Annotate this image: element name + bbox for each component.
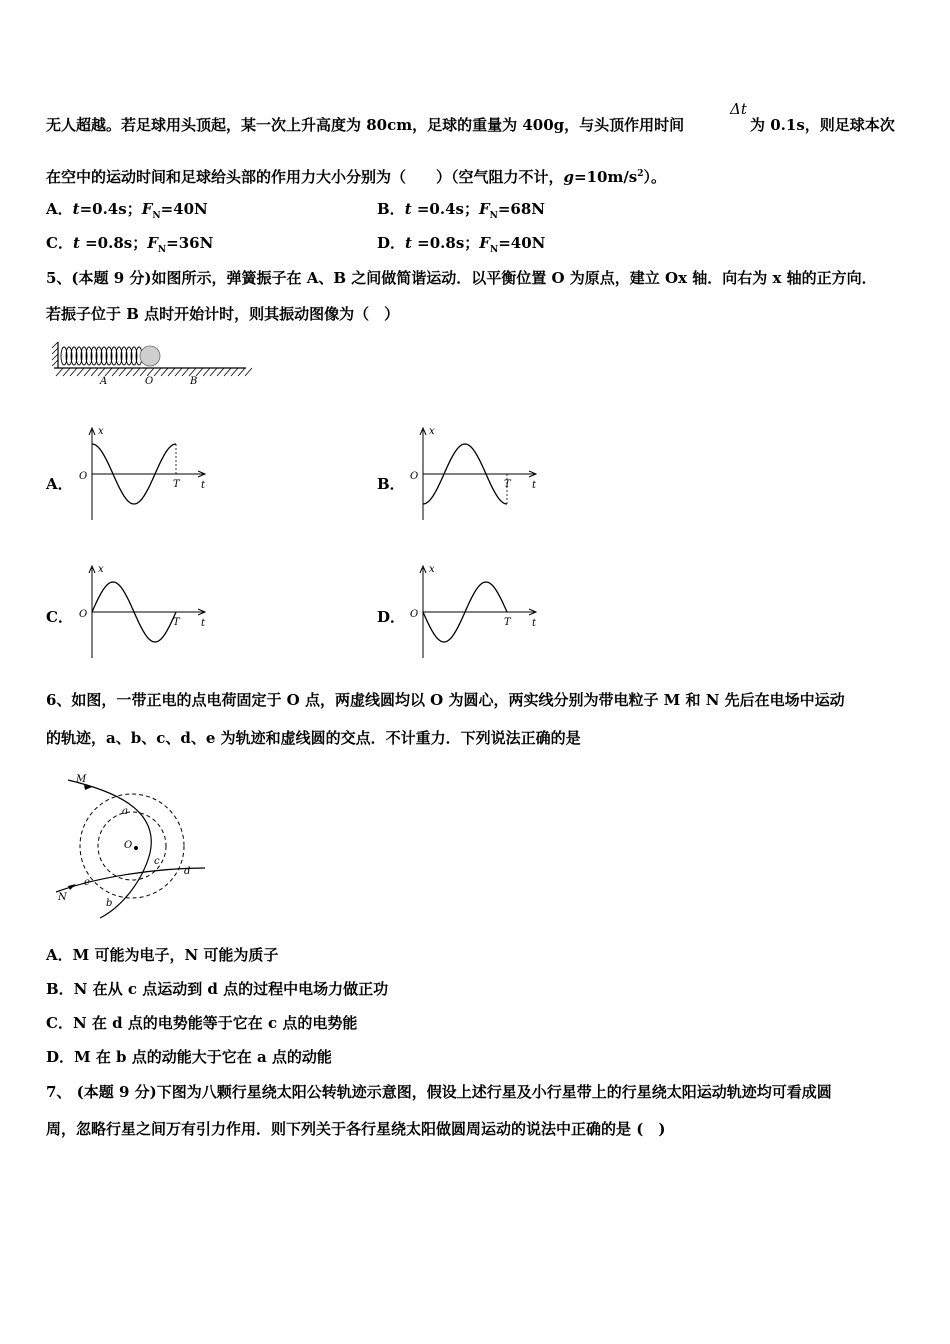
q4-opt-d-t: t [405, 234, 412, 252]
hatch-line [126, 368, 133, 376]
q4-option-d [377, 233, 545, 260]
hatch-line [154, 368, 161, 376]
axis-label-period: T [504, 617, 511, 628]
q4-opt-b-t: t [404, 200, 412, 218]
axis-label-period: T [173, 479, 180, 490]
q4-opt-d-tval: =0.8s； [411, 234, 480, 252]
label-m: M [76, 774, 87, 785]
hatch-line [224, 368, 231, 376]
q4-opt-c-tval: =0.8s； [79, 234, 148, 252]
hatch-line [161, 368, 168, 376]
label-a: a [122, 806, 128, 817]
axis-label-x: x [98, 564, 104, 575]
q4-opt-d-sub: N [489, 245, 499, 255]
hatch-line [210, 368, 217, 376]
hatch-line [77, 368, 84, 376]
q4-text-2c: ）。 [643, 168, 667, 186]
point-charge-o [134, 846, 138, 850]
q4-opt-a-sub: N [152, 211, 161, 221]
q6-option-d: D．M 在 b 点的动能大于它在 a 点的动能 [46, 1048, 332, 1066]
q4-opt-a-tval: =0.4s； [79, 200, 142, 218]
spring-label-o: O [145, 376, 154, 387]
axis-label-t: t [532, 618, 537, 629]
q4-option-a [46, 199, 208, 226]
label-o: O [124, 840, 133, 851]
wall-hatch [52, 342, 58, 366]
graph-c [74, 563, 214, 661]
spring-label-b: B [190, 376, 198, 387]
q4-line-1b [750, 115, 895, 135]
axis-label-period: T [504, 479, 511, 490]
hatch-line [98, 368, 105, 376]
hatch-line [182, 368, 189, 376]
hatch-line [140, 368, 147, 376]
label-e: e [84, 877, 90, 888]
axis-label-t: t [201, 618, 206, 629]
spring-coil [61, 347, 142, 365]
hatch-line [133, 368, 140, 376]
arrow-n [68, 884, 76, 890]
label-d: d [184, 866, 191, 877]
axis-label-o: O [79, 609, 88, 620]
q4-opt-c-sub: N [157, 245, 167, 255]
q4-opt-c-label: C． [46, 234, 73, 252]
q4-opt-c-f: F [147, 234, 158, 252]
q5-line-1: 5、(本题 9 分)如图所示，弹簧振子在 A、B 之间做简谐运动．以平衡位置 O 为原点，建立 Ox 轴．向右为 x 轴的正方向． [46, 269, 877, 287]
floor-hatch [56, 368, 252, 376]
q6-option-c: C．N 在 d 点的电势能等于它在 c 点的电势能 [46, 1014, 358, 1032]
q4-opt-a-f: F [141, 200, 153, 218]
q4-text-1a: 无人超越。若足球用头顶起，某一次上升高度为 80cm，足球的重量为 400g，与头顶作用时间 [46, 116, 685, 134]
hatch-line [217, 368, 224, 376]
spring-oscillator-figure [50, 338, 250, 390]
hatch-line [91, 368, 98, 376]
q5-option-d-label: D． [377, 608, 406, 626]
label-b: b [106, 898, 113, 909]
hatch-line [203, 368, 210, 376]
hatch-line [196, 368, 203, 376]
q4-g: g [563, 168, 575, 186]
hatch-line [168, 368, 175, 376]
spring-label-a: A [100, 376, 108, 387]
q4-opt-b-fval: =68N [497, 200, 546, 218]
q4-opt-b-tval: =0.4s； [411, 200, 479, 218]
q6-option-a: A．M 可能为电子，N 可能为质子 [46, 946, 279, 964]
hatch-line [231, 368, 238, 376]
q4-opt-c-t: t [72, 234, 80, 252]
axis-label-x: x [429, 564, 435, 575]
q6-line-1: 6、如图，一带正电的点电荷固定于 O 点，两虚线圆均以 O 为圆心，两实线分别为带电粒子 M 和 N 先后在电场中运动 [46, 691, 845, 709]
axis-label-period: T [173, 617, 180, 628]
q4-text-2b: =10m/s [574, 168, 638, 186]
graph-b [405, 425, 545, 523]
electric-field-figure [50, 768, 210, 923]
hatch-line [245, 368, 252, 376]
q4-opt-a-fval: =40N [160, 200, 208, 218]
label-n: N [58, 892, 67, 903]
q5-option-b-label: B． [377, 475, 405, 493]
q4-opt-b-label: B． [377, 200, 405, 218]
q4-opt-b-sub: N [489, 211, 498, 221]
axis-label-x: x [98, 426, 104, 437]
q7-line-2: 周，忽略行星之间万有引力作用．则下列关于各行星绕太阳做圆周运动的说法中正确的是 ( ) [46, 1120, 666, 1138]
q4-line-2 [46, 164, 666, 187]
hatch-line [63, 368, 70, 376]
q5-line-2: 若振子位于 B 点时开始计时，则其振动图像为（ ） [46, 305, 400, 323]
q4-option-c [46, 233, 213, 260]
label-c: c [154, 856, 160, 867]
q4-line-1 [46, 115, 684, 135]
q7-line-1: 7、 (本题 9 分)下图为八颗行星绕太阳公转轨迹示意图，假设上述行星及小行星带上的行星绕太阳运动轨迹均可看成圆 [46, 1083, 832, 1101]
trajectory-n [56, 868, 205, 892]
hatch-line [84, 368, 91, 376]
graph-d [405, 563, 545, 661]
q4-opt-c-fval: =36N [166, 234, 214, 252]
axis-label-x: x [429, 426, 435, 437]
q4-opt-a-label: A． [46, 200, 73, 218]
q5-option-c-label: C． [46, 608, 73, 626]
hatch-line [238, 368, 245, 376]
q4-sup: 2 [637, 169, 644, 179]
q4-text-1b: 为 0.1s，则足球本次 [750, 116, 895, 134]
q4-opt-b-f: F [478, 200, 490, 218]
oscillator-ball [140, 346, 160, 366]
q4-opt-a-t: t [72, 200, 80, 218]
hatch-line [189, 368, 196, 376]
axis-label-o: O [79, 471, 88, 482]
hatch-line [56, 368, 63, 376]
q4-opt-d-fval: =40N [498, 234, 546, 252]
q6-line-2: 的轨迹，a、b、c、d、e 为轨迹和虚线圆的交点．不计重力．下列说法正确的是 [46, 729, 581, 747]
q4-option-b [377, 199, 545, 226]
axis-label-t: t [532, 480, 537, 491]
hatch-line [119, 368, 126, 376]
axis-label-o: O [410, 609, 419, 620]
hatch-line [175, 368, 182, 376]
q4-opt-d-label: D． [377, 234, 406, 252]
hatch-line [105, 368, 112, 376]
graph-a [74, 425, 214, 523]
q4-text-2a: 在空中的运动时间和足球给头部的作用力大小分别为（ ）（空气阻力不计， [46, 168, 564, 186]
axis-label-t: t [201, 480, 206, 491]
q4-opt-d-f: F [479, 234, 490, 252]
axis-label-o: O [410, 471, 419, 482]
delta-t-symbol: Δt [730, 100, 747, 118]
hatch-line [147, 368, 154, 376]
hatch-line [112, 368, 119, 376]
q5-option-a-label: A． [46, 475, 73, 493]
q6-option-b: B．N 在从 c 点运动到 d 点的过程中电场力做正功 [46, 980, 389, 998]
hatch-line [70, 368, 77, 376]
